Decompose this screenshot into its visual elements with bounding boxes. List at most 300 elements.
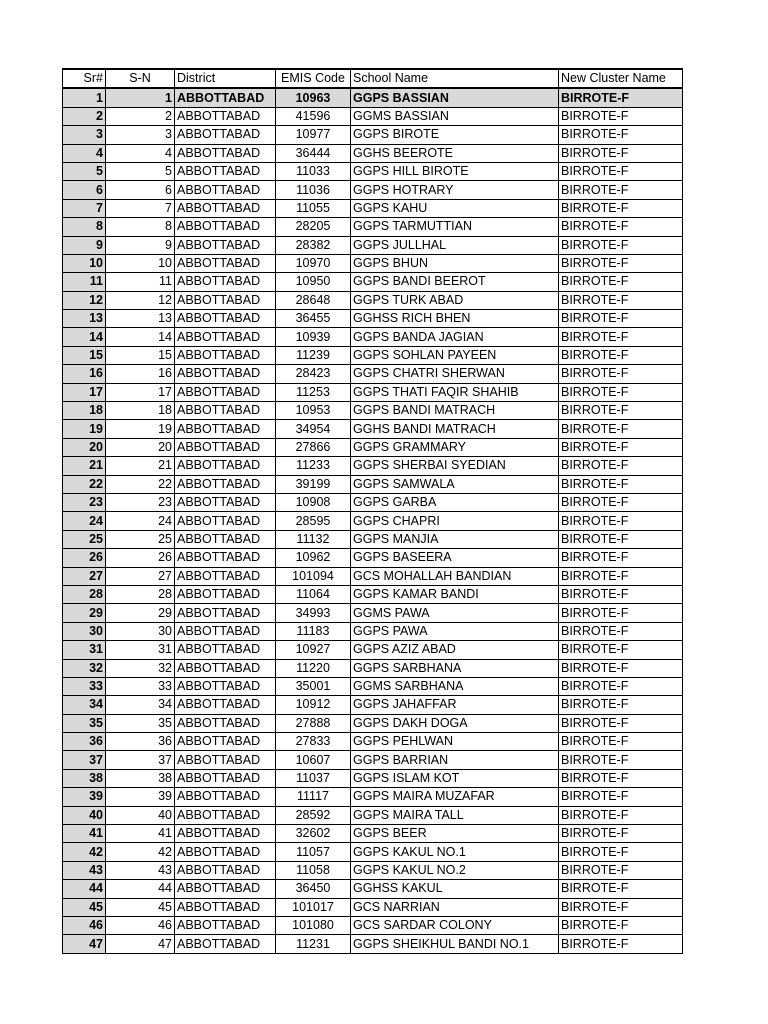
cell-district[interactable]: ABBOTTABAD (175, 567, 276, 585)
cell-school-name[interactable]: GGMS BASSIAN (351, 107, 559, 125)
cell-emis-code[interactable]: 10963 (276, 88, 351, 107)
cell-sn[interactable]: 2 (106, 107, 175, 125)
cell-district[interactable]: ABBOTTABAD (175, 236, 276, 254)
cell-emis-code[interactable]: 11037 (276, 769, 351, 787)
table-row (63, 585, 683, 603)
cell-sr[interactable]: 28 (63, 585, 106, 603)
cell-district[interactable]: ABBOTTABAD (175, 291, 276, 309)
cell-emis-code[interactable]: 11239 (276, 346, 351, 364)
cell-school-name[interactable]: GGPS BANDI BEEROT (351, 273, 559, 291)
cell-district[interactable]: ABBOTTABAD (175, 383, 276, 401)
cell-district[interactable]: ABBOTTABAD (175, 585, 276, 603)
table-row (63, 549, 683, 567)
header-district[interactable]: District (175, 69, 276, 88)
cell-emis-code[interactable]: 36444 (276, 144, 351, 162)
cell-sr[interactable]: 17 (63, 383, 106, 401)
cell-sn[interactable]: 43 (106, 861, 175, 879)
cell-emis-code[interactable]: 10950 (276, 273, 351, 291)
cell-district[interactable]: ABBOTTABAD (175, 328, 276, 346)
cell-emis-code[interactable]: 11117 (276, 788, 351, 806)
cell-sr[interactable]: 20 (63, 438, 106, 456)
cell-emis-code[interactable]: 28382 (276, 236, 351, 254)
cell-emis-code[interactable]: 101094 (276, 567, 351, 585)
cell-sn[interactable]: 1 (106, 88, 175, 107)
cell-sr[interactable]: 24 (63, 512, 106, 530)
cell-cluster-name[interactable]: BIRROTE-F (559, 181, 683, 199)
cell-emis-code[interactable]: 28423 (276, 365, 351, 383)
cell-cluster-name[interactable]: BIRROTE-F (559, 806, 683, 824)
cell-school-name[interactable]: GGPS HILL BIROTE (351, 162, 559, 180)
cell-cluster-name[interactable]: BIRROTE-F (559, 383, 683, 401)
cell-district[interactable]: ABBOTTABAD (175, 733, 276, 751)
cell-district[interactable]: ABBOTTABAD (175, 346, 276, 364)
cell-school-name[interactable]: GGHSS KAKUL (351, 880, 559, 898)
cell-school-name[interactable]: GCS NARRIAN (351, 898, 559, 916)
cell-school-name[interactable]: GGPS JAHAFFAR (351, 696, 559, 714)
cell-district[interactable]: ABBOTTABAD (175, 549, 276, 567)
cell-cluster-name[interactable]: BIRROTE-F (559, 457, 683, 475)
cell-sn[interactable]: 3 (106, 126, 175, 144)
cell-emis-code[interactable]: 11055 (276, 199, 351, 217)
cell-school-name[interactable]: GGPS DAKH DOGA (351, 714, 559, 732)
cell-emis-code[interactable]: 10977 (276, 126, 351, 144)
cell-sn[interactable]: 26 (106, 549, 175, 567)
cell-sr[interactable]: 31 (63, 641, 106, 659)
cell-district[interactable]: ABBOTTABAD (175, 365, 276, 383)
cell-cluster-name[interactable]: BIRROTE-F (559, 218, 683, 236)
cell-emis-code[interactable]: 11057 (276, 843, 351, 861)
cell-sn[interactable]: 11 (106, 273, 175, 291)
cell-cluster-name[interactable]: BIRROTE-F (559, 585, 683, 603)
table-row (63, 236, 683, 254)
cell-sn[interactable]: 14 (106, 328, 175, 346)
cell-cluster-name[interactable]: BIRROTE-F (559, 788, 683, 806)
cell-district[interactable]: ABBOTTABAD (175, 861, 276, 879)
cell-emis-code[interactable]: 10607 (276, 751, 351, 769)
cell-district[interactable]: ABBOTTABAD (175, 199, 276, 217)
cell-school-name[interactable]: GGPS SHEIKHUL BANDI NO.1 (351, 935, 559, 953)
cell-school-name[interactable]: GGPS ISLAM KOT (351, 769, 559, 787)
cell-school-name[interactable]: GGHSS RICH BHEN (351, 310, 559, 328)
cell-district[interactable]: ABBOTTABAD (175, 751, 276, 769)
cell-cluster-name[interactable]: BIRROTE-F (559, 696, 683, 714)
cell-school-name[interactable]: GGPS GARBA (351, 493, 559, 511)
cell-emis-code[interactable]: 10953 (276, 402, 351, 420)
cell-sn[interactable]: 24 (106, 512, 175, 530)
cell-sr[interactable]: 12 (63, 291, 106, 309)
cell-sn[interactable]: 18 (106, 402, 175, 420)
cell-school-name[interactable]: GGPS BARRIAN (351, 751, 559, 769)
cell-cluster-name[interactable]: BIRROTE-F (559, 880, 683, 898)
cell-sn[interactable]: 45 (106, 898, 175, 916)
cell-sn[interactable]: 12 (106, 291, 175, 309)
cell-emis-code[interactable]: 11220 (276, 659, 351, 677)
cell-school-name[interactable]: GGPS SARBHANA (351, 659, 559, 677)
cell-district[interactable]: ABBOTTABAD (175, 512, 276, 530)
cell-sn[interactable]: 44 (106, 880, 175, 898)
cell-emis-code[interactable]: 10970 (276, 254, 351, 272)
cell-school-name[interactable]: GGPS BASEERA (351, 549, 559, 567)
cell-district[interactable]: ABBOTTABAD (175, 126, 276, 144)
cell-district[interactable]: ABBOTTABAD (175, 696, 276, 714)
cell-sr[interactable]: 26 (63, 549, 106, 567)
cell-sn[interactable]: 38 (106, 769, 175, 787)
cell-sr[interactable]: 10 (63, 254, 106, 272)
cell-school-name[interactable]: GGPS SHERBAI SYEDIAN (351, 457, 559, 475)
cell-emis-code[interactable]: 10939 (276, 328, 351, 346)
cell-emis-code[interactable]: 11064 (276, 585, 351, 603)
cell-cluster-name[interactable]: BIRROTE-F (559, 493, 683, 511)
cell-school-name[interactable]: GGPS MAIRA TALL (351, 806, 559, 824)
cell-sr[interactable]: 40 (63, 806, 106, 824)
cell-district[interactable]: ABBOTTABAD (175, 144, 276, 162)
cell-district[interactable]: ABBOTTABAD (175, 714, 276, 732)
header-sr[interactable]: Sr# (63, 69, 106, 88)
cell-cluster-name[interactable]: BIRROTE-F (559, 916, 683, 934)
cell-sn[interactable]: 23 (106, 493, 175, 511)
cell-sn[interactable]: 32 (106, 659, 175, 677)
cell-cluster-name[interactable]: BIRROTE-F (559, 346, 683, 364)
cell-district[interactable]: ABBOTTABAD (175, 916, 276, 934)
cell-sn[interactable]: 41 (106, 825, 175, 843)
cell-district[interactable]: ABBOTTABAD (175, 677, 276, 695)
cell-school-name[interactable]: GCS SARDAR COLONY (351, 916, 559, 934)
cell-sr[interactable]: 8 (63, 218, 106, 236)
table-row (63, 677, 683, 695)
cell-cluster-name[interactable]: BIRROTE-F (559, 420, 683, 438)
cell-school-name[interactable]: GGPS PAWA (351, 622, 559, 640)
cell-sn[interactable]: 30 (106, 622, 175, 640)
table-row (63, 365, 683, 383)
cell-school-name[interactable]: GGPS KAHU (351, 199, 559, 217)
cell-sr[interactable]: 13 (63, 310, 106, 328)
cell-district[interactable]: ABBOTTABAD (175, 402, 276, 420)
cell-sr[interactable]: 25 (63, 530, 106, 548)
cell-cluster-name[interactable]: BIRROTE-F (559, 144, 683, 162)
cell-emis-code[interactable]: 28648 (276, 291, 351, 309)
cell-school-name[interactable]: GGPS KAKUL NO.2 (351, 861, 559, 879)
cell-district[interactable]: ABBOTTABAD (175, 806, 276, 824)
cell-sn[interactable]: 16 (106, 365, 175, 383)
cell-emis-code[interactable]: 11231 (276, 935, 351, 953)
cell-sr[interactable]: 21 (63, 457, 106, 475)
cell-sn[interactable]: 40 (106, 806, 175, 824)
cell-emis-code[interactable]: 27888 (276, 714, 351, 732)
cell-district[interactable]: ABBOTTABAD (175, 769, 276, 787)
cell-sn[interactable]: 15 (106, 346, 175, 364)
cell-district[interactable]: ABBOTTABAD (175, 935, 276, 953)
cell-cluster-name[interactable]: BIRROTE-F (559, 273, 683, 291)
cell-district[interactable]: ABBOTTABAD (175, 438, 276, 456)
cell-cluster-name[interactable]: BIRROTE-F (559, 328, 683, 346)
cell-sn[interactable]: 5 (106, 162, 175, 180)
cell-sr[interactable]: 38 (63, 769, 106, 787)
cell-sn[interactable]: 37 (106, 751, 175, 769)
cell-cluster-name[interactable]: BIRROTE-F (559, 107, 683, 125)
cell-sn[interactable]: 28 (106, 585, 175, 603)
cell-sr[interactable]: 35 (63, 714, 106, 732)
cell-sr[interactable]: 1 (63, 88, 106, 107)
cell-emis-code[interactable]: 10962 (276, 549, 351, 567)
cell-cluster-name[interactable]: BIRROTE-F (559, 254, 683, 272)
cell-district[interactable]: ABBOTTABAD (175, 254, 276, 272)
cell-sn[interactable]: 29 (106, 604, 175, 622)
cell-sr[interactable]: 6 (63, 181, 106, 199)
cell-sr[interactable]: 41 (63, 825, 106, 843)
cell-school-name[interactable]: GGPS TURK ABAD (351, 291, 559, 309)
cell-sr[interactable]: 18 (63, 402, 106, 420)
cell-cluster-name[interactable]: BIRROTE-F (559, 512, 683, 530)
cell-district[interactable]: ABBOTTABAD (175, 88, 276, 107)
table-row (63, 493, 683, 511)
cell-emis-code[interactable]: 34954 (276, 420, 351, 438)
cell-district[interactable]: ABBOTTABAD (175, 825, 276, 843)
cell-school-name[interactable]: GGPS MANJIA (351, 530, 559, 548)
cell-emis-code[interactable]: 28595 (276, 512, 351, 530)
cell-school-name[interactable]: GGMS PAWA (351, 604, 559, 622)
header-school-name[interactable]: School Name (351, 69, 559, 88)
cell-emis-code[interactable]: 27833 (276, 733, 351, 751)
cell-cluster-name[interactable]: BIRROTE-F (559, 898, 683, 916)
cell-sn[interactable]: 4 (106, 144, 175, 162)
cell-sn[interactable]: 8 (106, 218, 175, 236)
cell-sn[interactable]: 36 (106, 733, 175, 751)
cell-district[interactable]: ABBOTTABAD (175, 880, 276, 898)
cell-emis-code[interactable]: 27866 (276, 438, 351, 456)
cell-district[interactable]: ABBOTTABAD (175, 898, 276, 916)
cell-school-name[interactable]: GGPS MAIRA MUZAFAR (351, 788, 559, 806)
cell-sn[interactable]: 17 (106, 383, 175, 401)
cell-sr[interactable]: 45 (63, 898, 106, 916)
cell-sr[interactable]: 27 (63, 567, 106, 585)
cell-school-name[interactable]: GGPS BASSIAN (351, 88, 559, 107)
table-row (63, 199, 683, 217)
cell-sr[interactable]: 30 (63, 622, 106, 640)
cell-district[interactable]: ABBOTTABAD (175, 181, 276, 199)
cell-sr[interactable]: 2 (63, 107, 106, 125)
cell-school-name[interactable]: GGPS AZIZ ABAD (351, 641, 559, 659)
cell-emis-code[interactable]: 11132 (276, 530, 351, 548)
cell-district[interactable]: ABBOTTABAD (175, 530, 276, 548)
cell-sn[interactable]: 7 (106, 199, 175, 217)
cell-emis-code[interactable]: 11253 (276, 383, 351, 401)
cell-cluster-name[interactable]: BIRROTE-F (559, 236, 683, 254)
cell-school-name[interactable]: GGPS KAMAR BANDI (351, 585, 559, 603)
cell-district[interactable]: ABBOTTABAD (175, 420, 276, 438)
cell-cluster-name[interactable]: BIRROTE-F (559, 291, 683, 309)
cell-cluster-name[interactable]: BIRROTE-F (559, 935, 683, 953)
cell-district[interactable]: ABBOTTABAD (175, 475, 276, 493)
cell-cluster-name[interactable]: BIRROTE-F (559, 199, 683, 217)
cell-school-name[interactable]: GGPS JULLHAL (351, 236, 559, 254)
cell-emis-code[interactable]: 32602 (276, 825, 351, 843)
cell-sn[interactable]: 39 (106, 788, 175, 806)
cell-cluster-name[interactable]: BIRROTE-F (559, 438, 683, 456)
cell-cluster-name[interactable]: BIRROTE-F (559, 126, 683, 144)
cell-school-name[interactable]: GGMS SARBHANA (351, 677, 559, 695)
cell-sn[interactable]: 47 (106, 935, 175, 953)
cell-sn[interactable]: 35 (106, 714, 175, 732)
cell-cluster-name[interactable]: BIRROTE-F (559, 825, 683, 843)
cell-cluster-name[interactable]: BIRROTE-F (559, 733, 683, 751)
cell-emis-code[interactable]: 10912 (276, 696, 351, 714)
cell-school-name[interactable]: GGHS BEEROTE (351, 144, 559, 162)
cell-emis-code[interactable]: 41596 (276, 107, 351, 125)
cell-sr[interactable]: 3 (63, 126, 106, 144)
cell-sr[interactable]: 34 (63, 696, 106, 714)
cell-sr[interactable]: 9 (63, 236, 106, 254)
cell-sn[interactable]: 6 (106, 181, 175, 199)
cell-sr[interactable]: 44 (63, 880, 106, 898)
cell-school-name[interactable]: GGPS CHATRI SHERWAN (351, 365, 559, 383)
cell-emis-code[interactable]: 10927 (276, 641, 351, 659)
cell-school-name[interactable]: GGHS BANDI MATRACH (351, 420, 559, 438)
cell-sn[interactable]: 42 (106, 843, 175, 861)
cell-sr[interactable]: 32 (63, 659, 106, 677)
cell-emis-code[interactable]: 11183 (276, 622, 351, 640)
cell-district[interactable]: ABBOTTABAD (175, 659, 276, 677)
cell-school-name[interactable]: GGPS SAMWALA (351, 475, 559, 493)
cell-sn[interactable]: 9 (106, 236, 175, 254)
cell-cluster-name[interactable]: BIRROTE-F (559, 530, 683, 548)
cell-district[interactable]: ABBOTTABAD (175, 310, 276, 328)
cell-district[interactable]: ABBOTTABAD (175, 273, 276, 291)
cell-cluster-name[interactable]: BIRROTE-F (559, 751, 683, 769)
cell-school-name[interactable]: GGPS KAKUL NO.1 (351, 843, 559, 861)
table-row (63, 861, 683, 879)
cell-sr[interactable]: 46 (63, 916, 106, 934)
cell-sr[interactable]: 29 (63, 604, 106, 622)
cell-cluster-name[interactable]: BIRROTE-F (559, 843, 683, 861)
cell-cluster-name[interactable]: BIRROTE-F (559, 365, 683, 383)
cell-sr[interactable]: 16 (63, 365, 106, 383)
table-row (63, 530, 683, 548)
cell-school-name[interactable]: GCS MOHALLAH BANDIAN (351, 567, 559, 585)
cell-emis-code[interactable]: 28592 (276, 806, 351, 824)
cell-sn[interactable]: 10 (106, 254, 175, 272)
cell-cluster-name[interactable]: BIRROTE-F (559, 88, 683, 107)
header-emis-code[interactable]: EMIS Code (276, 69, 351, 88)
cell-cluster-name[interactable]: BIRROTE-F (559, 641, 683, 659)
cell-sr[interactable]: 11 (63, 273, 106, 291)
cell-sn[interactable]: 19 (106, 420, 175, 438)
cell-district[interactable]: ABBOTTABAD (175, 604, 276, 622)
cell-emis-code[interactable]: 11036 (276, 181, 351, 199)
cell-district[interactable]: ABBOTTABAD (175, 622, 276, 640)
cell-sr[interactable]: 39 (63, 788, 106, 806)
cell-cluster-name[interactable]: BIRROTE-F (559, 769, 683, 787)
cell-school-name[interactable]: GGPS GRAMMARY (351, 438, 559, 456)
cell-district[interactable]: ABBOTTABAD (175, 107, 276, 125)
cell-cluster-name[interactable]: BIRROTE-F (559, 714, 683, 732)
cell-emis-code[interactable]: 39199 (276, 475, 351, 493)
cell-sr[interactable]: 15 (63, 346, 106, 364)
cell-sr[interactable]: 19 (63, 420, 106, 438)
cell-emis-code[interactable]: 11058 (276, 861, 351, 879)
cell-cluster-name[interactable]: BIRROTE-F (559, 622, 683, 640)
cell-sn[interactable]: 33 (106, 677, 175, 695)
cell-school-name[interactable]: GGPS SOHLAN PAYEEN (351, 346, 559, 364)
cell-emis-code[interactable]: 36450 (276, 880, 351, 898)
cell-district[interactable]: ABBOTTABAD (175, 457, 276, 475)
cell-school-name[interactable]: GGPS BANDA JAGIAN (351, 328, 559, 346)
cell-school-name[interactable]: GGPS TARMUTTIAN (351, 218, 559, 236)
cell-sn[interactable]: 34 (106, 696, 175, 714)
cell-sn[interactable]: 25 (106, 530, 175, 548)
cell-cluster-name[interactable]: BIRROTE-F (559, 861, 683, 879)
cell-sn[interactable]: 46 (106, 916, 175, 934)
cell-sr[interactable]: 33 (63, 677, 106, 695)
cell-sn[interactable]: 20 (106, 438, 175, 456)
table-row (63, 751, 683, 769)
cell-school-name[interactable]: GGPS CHAPRI (351, 512, 559, 530)
cell-emis-code[interactable]: 35001 (276, 677, 351, 695)
cell-emis-code[interactable]: 36455 (276, 310, 351, 328)
header-sn[interactable]: S-N (106, 69, 175, 88)
cell-sn[interactable]: 13 (106, 310, 175, 328)
cell-cluster-name[interactable]: BIRROTE-F (559, 604, 683, 622)
cell-cluster-name[interactable]: BIRROTE-F (559, 310, 683, 328)
cell-school-name[interactable]: GGPS BIROTE (351, 126, 559, 144)
cell-emis-code[interactable]: 101017 (276, 898, 351, 916)
cell-sr[interactable]: 7 (63, 199, 106, 217)
cell-district[interactable]: ABBOTTABAD (175, 218, 276, 236)
cell-district[interactable]: ABBOTTABAD (175, 641, 276, 659)
cell-school-name[interactable]: GGPS BHUN (351, 254, 559, 272)
cell-district[interactable]: ABBOTTABAD (175, 788, 276, 806)
table-row (63, 254, 683, 272)
cell-school-name[interactable]: GGPS THATI FAQIR SHAHIB (351, 383, 559, 401)
cell-cluster-name[interactable]: BIRROTE-F (559, 475, 683, 493)
cell-sr[interactable]: 36 (63, 733, 106, 751)
table-row (63, 181, 683, 199)
cell-emis-code[interactable]: 11233 (276, 457, 351, 475)
cell-sn[interactable]: 21 (106, 457, 175, 475)
header-cluster-name[interactable]: New Cluster Name (559, 69, 683, 88)
cell-emis-code[interactable]: 11033 (276, 162, 351, 180)
cell-sr[interactable]: 47 (63, 935, 106, 953)
cell-sn[interactable]: 22 (106, 475, 175, 493)
cell-sr[interactable]: 43 (63, 861, 106, 879)
cell-sr[interactable]: 14 (63, 328, 106, 346)
cell-district[interactable]: ABBOTTABAD (175, 843, 276, 861)
cell-school-name[interactable]: GGPS BANDI MATRACH (351, 402, 559, 420)
cell-sr[interactable]: 23 (63, 493, 106, 511)
cell-sr[interactable]: 22 (63, 475, 106, 493)
cell-sr[interactable]: 4 (63, 144, 106, 162)
cell-cluster-name[interactable]: BIRROTE-F (559, 659, 683, 677)
cell-cluster-name[interactable]: BIRROTE-F (559, 402, 683, 420)
cell-cluster-name[interactable]: BIRROTE-F (559, 549, 683, 567)
cell-emis-code[interactable]: 34993 (276, 604, 351, 622)
cell-school-name[interactable]: GGPS PEHLWAN (351, 733, 559, 751)
cell-sr[interactable]: 42 (63, 843, 106, 861)
cell-emis-code[interactable]: 28205 (276, 218, 351, 236)
cell-sr[interactable]: 5 (63, 162, 106, 180)
cell-cluster-name[interactable]: BIRROTE-F (559, 162, 683, 180)
cell-emis-code[interactable]: 101080 (276, 916, 351, 934)
cell-sr[interactable]: 37 (63, 751, 106, 769)
cell-sn[interactable]: 27 (106, 567, 175, 585)
cell-cluster-name[interactable]: BIRROTE-F (559, 677, 683, 695)
cell-sn[interactable]: 31 (106, 641, 175, 659)
cell-school-name[interactable]: GGPS BEER (351, 825, 559, 843)
cell-cluster-name[interactable]: BIRROTE-F (559, 567, 683, 585)
cell-district[interactable]: ABBOTTABAD (175, 162, 276, 180)
cell-district[interactable]: ABBOTTABAD (175, 493, 276, 511)
cell-emis-code[interactable]: 10908 (276, 493, 351, 511)
cell-school-name[interactable]: GGPS HOTRARY (351, 181, 559, 199)
